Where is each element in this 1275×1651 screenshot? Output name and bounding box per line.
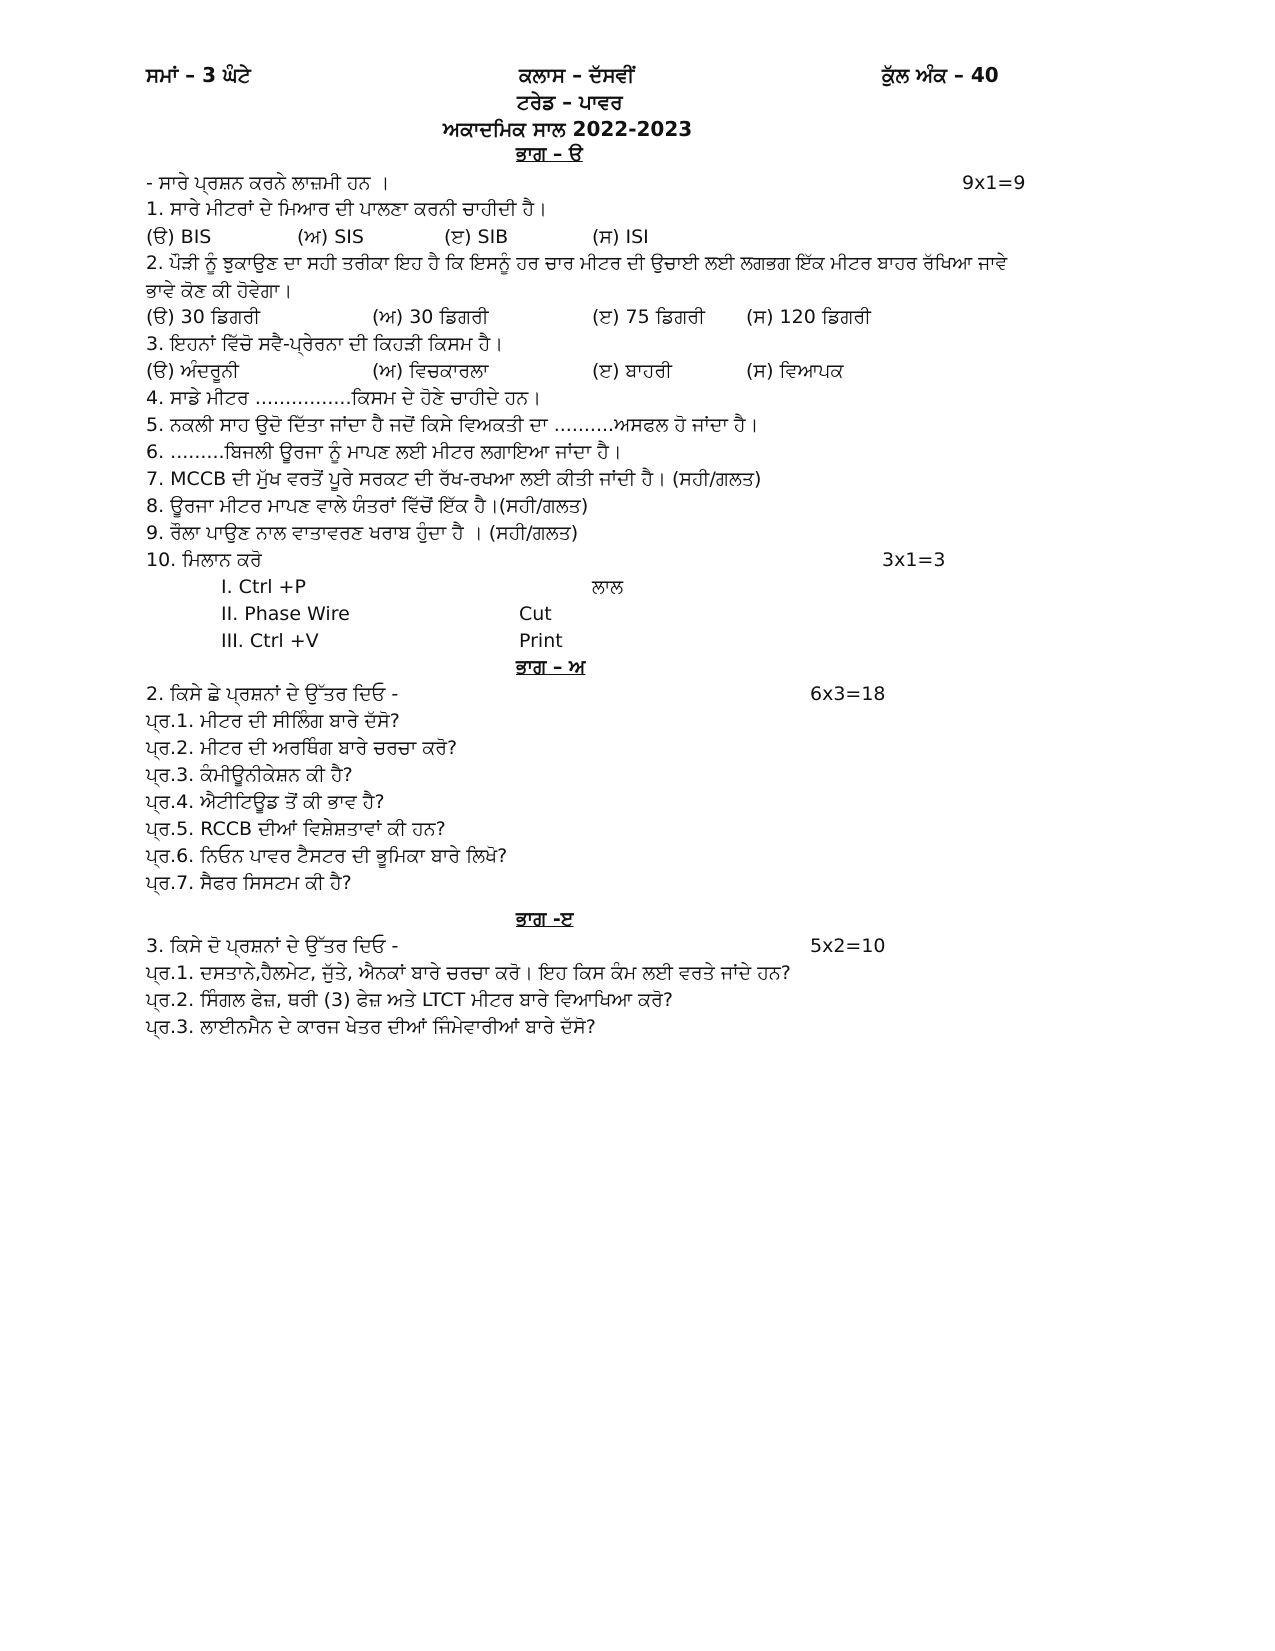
q1-option-b: (ਅ) SIS: [297, 226, 364, 248]
exam-class: ਕਲਾਸ – ਦੱਸਵੀਂ: [519, 63, 635, 87]
section-b-title: ਭਾਗ – ਅ: [516, 656, 586, 678]
question-9: 9. ਰੌਲਾ ਪਾਉਣ ਨਾਲ ਵਾਤਾਵਰਣ ਖਰਾਬ ਹੁੰਦਾ ਹੈ । (ਸਹੀ/ਗਲਤ): [146, 522, 579, 544]
section-b-marks: 6x3=18: [810, 683, 886, 705]
section-a-marks: 9x1=9: [962, 172, 1026, 194]
exam-academic-year: ਅਕਾਦਮਿਕ ਸਾਲ 2022-2023: [443, 117, 693, 141]
question-2-line2: ਭਾਵੇ ਕੋਣ ਕੀ ਹੋਵੇਗਾ।: [146, 280, 293, 302]
section-c-question-3: ਪ੍ਰ.3. ਲਾਈਨਮੈਨ ਦੇ ਕਾਰਜ ਖੇਤਰ ਦੀਆਂ ਜਿੰਮੇਵਾਰੀਆਂ ਬਾਰੇ ਦੱਸੋ?: [146, 1016, 596, 1038]
section-b-question-7: ਪ੍ਰ.7. ਸੈਫਰ ਸਿਸਟਮ ਕੀ ਹੈ?: [146, 872, 352, 894]
question-6: 6. .........ਬਿਜਲੀ ਊਰਜਾ ਨੂੰ ਮਾਪਣ ਲਈ ਮੀਟਰ ਲਗਾਇਆ ਜਾਂਦਾ ਹੈ।: [146, 441, 622, 463]
q1-option-d: (ਸ) ISI: [592, 226, 649, 248]
section-b-question-3: ਪ੍ਰ.3. ਕੰਮੀਊਨੀਕੇਸ਼ਨ ਕੀ ਹੈ?: [146, 764, 353, 786]
match-right-1: ਲਾਲ: [592, 576, 624, 598]
section-b-instruction: 2. ਕਿਸੇ ਛੇ ਪ੍ਰਸ਼ਨਾਂ ਦੇ ਉੱਤਰ ਦਿਓ -: [146, 683, 399, 705]
section-c-question-1: ਪ੍ਰ.1. ਦਸਤਾਨੇ,ਹੈਲਮੇਟ, ਜੁੱਤੇ, ਐਨਕਾਂ ਬਾਰੇ ਚਰਚਾ ਕਰੋ। ਇਹ ਕਿਸ ਕੰਮ ਲਈ ਵਰਤੇ ਜਾਂਦੇ ਹਨ?: [146, 962, 791, 984]
question-10: 10. ਮਿਲਾਨ ਕਰੋ: [146, 549, 262, 571]
q2-option-c: (ੲ) 75 ਡਿਗਰੀ: [592, 306, 705, 328]
question-8: 8. ਊਰਜਾ ਮੀਟਰ ਮਾਪਣ ਵਾਲੇ ਯੰਤਰਾਂ ਵਿੱਚੋਂ ਇੱਕ ਹੈ।(ਸਹੀ/ਗਲਤ): [146, 495, 589, 517]
section-c-question-2: ਪ੍ਰ.2. ਸਿੰਗਲ ਫੇਜ਼, ਥਰੀ (3) ਫੇਜ਼ ਅਤੇ LTCT ਮੀਟਰ ਬਾਰੇ ਵਿਆਖਿਆ ਕਰੋ?: [146, 989, 673, 1011]
question-10-marks: 3x1=3: [882, 549, 946, 571]
exam-trade: ਟਰੇਡ – ਪਾਵਰ: [517, 90, 623, 114]
q3-option-d: (ਸ) ਵਿਆਪਕ: [746, 360, 844, 382]
q3-option-a: (ੳ) ਅੰਦਰੂਨੀ: [146, 360, 239, 382]
section-b-question-5: ਪ੍ਰ.5. RCCB ਦੀਆਂ ਵਿਸ਼ੇਸ਼ਤਾਵਾਂ ਕੀ ਹਨ?: [146, 818, 446, 840]
match-right-3: Print: [519, 630, 563, 652]
section-c-marks: 5x2=10: [810, 935, 886, 957]
question-4: 4. ਸਾਡੇ ਮੀਟਰ ................ਕਿਸਮ ਦੇ ਹੋਣੇ ਚਾਹੀਦੇ ਹਨ।: [146, 387, 542, 409]
section-b-question-1: ਪ੍ਰ.1. ਮੀਟਰ ਦੀ ਸੀਲਿੰਗ ਬਾਰੇ ਦੱਸੋ?: [146, 710, 400, 732]
exam-time: ਸਮਾਂ – 3 ਘੰਟੇ: [146, 63, 251, 87]
section-b-question-4: ਪ੍ਰ.4. ਐਟੀਟਿਊਡ ਤੋਂ ਕੀ ਭਾਵ ਹੈ?: [146, 791, 385, 813]
match-left-1: I. Ctrl +P: [221, 576, 306, 598]
question-3: 3. ਇਹਨਾਂ ਵਿੱਚੋ ਸਵੈ-ਪ੍ਰੇਰਨਾ ਦੀ ਕਿਹੜੀ ਕਿਸਮ ਹੈ।: [146, 333, 504, 355]
question-1: 1. ਸਾਰੇ ਮੀਟਰਾਂ ਦੇ ਮਿਆਰ ਦੀ ਪਾਲਣਾ ਕਰਨੀ ਚਾਹੀਦੀ ਹੈ।: [146, 198, 547, 220]
question-2-line1: 2. ਪੌੜੀ ਨੂੰ ਝੁਕਾਉਣ ਦਾ ਸਹੀ ਤਰੀਕਾ ਇਹ ਹੈ ਕਿ ਇਸਨੂੰ ਹਰ ਚਾਰ ਮੀਟਰ ਦੀ ਉਚਾਈ ਲਈ ਲਗਭਗ ਇੱਕ ਮੀਟਰ ਬਾਹਰ ਰੱਖਿਆ ਜਾਵੇ: [146, 253, 1008, 274]
section-c-title: ਭਾਗ -ੲ: [516, 908, 574, 930]
section-a-instruction: - ਸਾਰੇ ਪ੍ਰਸ਼ਨ ਕਰਨੇ ਲਾਜ਼ਮੀ ਹਨ ।: [146, 172, 390, 194]
match-left-3: III. Ctrl +V: [221, 630, 319, 652]
q3-option-b: (ਅ) ਵਿਚਕਾਰਲਾ: [372, 360, 489, 382]
q1-option-a: (ੳ) BIS: [146, 226, 212, 248]
question-7: 7. MCCB ਦੀ ਮੁੱਖ ਵਰਤੋਂ ਪੂਰੇ ਸਰਕਟ ਦੀ ਰੱਖ-ਰਖਆ ਲਈ ਕੀਤੀ ਜਾਂਦੀ ਹੈ। (ਸਹੀ/ਗਲਤ): [146, 468, 762, 490]
exam-total-marks: ਕੁੱਲ ਅੰਕ – 40: [882, 63, 999, 87]
match-left-2: II. Phase Wire: [221, 603, 350, 625]
match-right-2: Cut: [519, 603, 552, 625]
section-c-instruction: 3. ਕਿਸੇ ਦੋ ਪ੍ਰਸ਼ਨਾਂ ਦੇ ਉੱਤਰ ਦਿਓ -: [146, 935, 399, 957]
question-5: 5. ਨਕਲੀ ਸਾਹ ਉਦੋ ਦਿੱਤਾ ਜਾਂਦਾ ਹੈ ਜਦੋਂ ਕਿਸੇ ਵਿਅਕਤੀ ਦਾ ..........ਅਸਫਲ ਹੋ ਜਾਂਦਾ ਹੈ।: [146, 414, 759, 436]
q2-option-d: (ਸ) 120 ਡਿਗਰੀ: [746, 306, 872, 328]
section-a-title: ਭਾਗ – ੳ: [516, 143, 583, 165]
q1-option-c: (ੲ) SIB: [444, 226, 509, 248]
q2-option-b: (ਅ) 30 ਡਿਗਰੀ: [372, 306, 489, 328]
section-b-question-2: ਪ੍ਰ.2. ਮੀਟਰ ਦੀ ਅਰਥਿੰਗ ਬਾਰੇ ਚਰਚਾ ਕਰੋ?: [146, 737, 458, 759]
section-b-question-6: ਪ੍ਰ.6. ਨਿਓਨ ਪਾਵਰ ਟੈਸਟਰ ਦੀ ਭੂਮਿਕਾ ਬਾਰੇ ਲਿਖੋ?: [146, 845, 508, 867]
q2-option-a: (ੳ) 30 ਡਿਗਰੀ: [146, 306, 261, 328]
q3-option-c: (ੲ) ਬਾਹਰੀ: [592, 360, 672, 382]
